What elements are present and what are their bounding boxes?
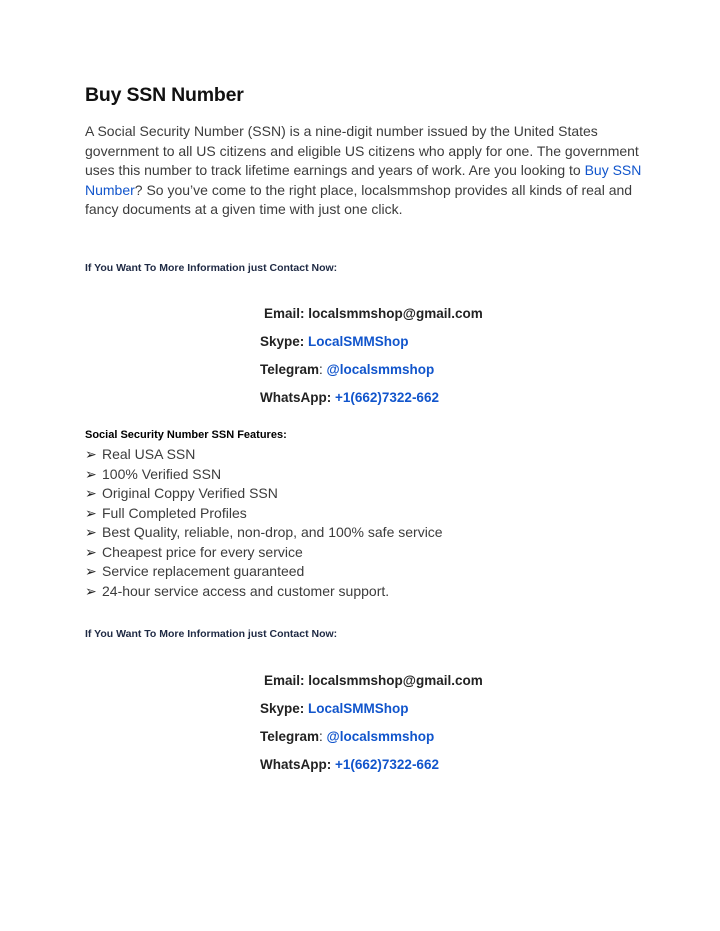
- list-item: [85, 523, 443, 543]
- list-item: [85, 582, 443, 602]
- arrow-bullet-icon: ➢: [85, 582, 97, 599]
- telegram-link[interactable]: @localsmmshop: [326, 362, 435, 377]
- telegram-line: [260, 729, 434, 744]
- arrow-bullet-icon: ➢: [85, 485, 97, 501]
- feature-text: 100% Verified SSN: [102, 465, 222, 482]
- feature-text: Best Quality, reliable, non-drop, and 100% safe service: [102, 524, 443, 540]
- telegram-label: Telegram: [260, 729, 320, 744]
- page-title: Buy SSN Number: [85, 84, 244, 106]
- whatsapp-link[interactable]: +1(662)7322-662: [335, 390, 439, 405]
- telegram-separator: :: [319, 729, 327, 744]
- list-item: [85, 445, 443, 465]
- arrow-bullet-icon: ➢: [85, 446, 97, 462]
- arrow-bullet-icon: ➢: [85, 465, 97, 482]
- skype-label: Skype:: [260, 334, 309, 349]
- email-line: [264, 306, 483, 321]
- arrow-bullet-icon: ➢: [85, 563, 97, 579]
- features-heading: Social Security Number SSN Features:: [85, 429, 287, 441]
- feature-text: Full Completed Profiles: [102, 504, 247, 521]
- arrow-bullet-icon: ➢: [85, 543, 97, 560]
- list-item: [85, 543, 443, 563]
- feature-text: Original Coppy Verified SSN: [102, 485, 278, 501]
- telegram-link[interactable]: @localsmmshop: [326, 729, 435, 744]
- skype-link[interactable]: LocalSMMShop: [308, 334, 409, 349]
- intro-text-start: A Social Security Number (SSN) is a nine-digit number issued by the United States government to all US citizens and eligible US citizens who apply for one. The government uses this number to track lifetime earnings and years of work. Are you looking to: [85, 123, 639, 178]
- whatsapp-label: WhatsApp:: [260, 390, 335, 405]
- email-line: [264, 673, 483, 688]
- contact-heading: If You Want To More Information just Contact Now:: [85, 262, 338, 274]
- contact-heading: If You Want To More Information just Contact Now:: [85, 628, 338, 640]
- feature-text: Service replacement guaranteed: [102, 563, 305, 579]
- intro-text-end: ? So you’ve come to the right place, localsmmshop provides all kinds of real and fancy documents at a given time with just one click.: [85, 181, 633, 217]
- skype-label: Skype:: [260, 701, 309, 716]
- list-item: [85, 504, 443, 524]
- telegram-line: [260, 362, 434, 377]
- whatsapp-line: [260, 757, 439, 772]
- list-item: [85, 484, 443, 504]
- features-list: [85, 445, 443, 601]
- intro-paragraph: [85, 122, 645, 220]
- email-value: localsmmshop@gmail.com: [308, 306, 483, 321]
- telegram-separator: :: [319, 362, 327, 377]
- feature-text: Cheapest price for every service: [102, 543, 303, 560]
- email-value: localsmmshop@gmail.com: [308, 673, 483, 688]
- whatsapp-link[interactable]: +1(662)7322-662: [335, 757, 439, 772]
- list-item: [85, 562, 443, 582]
- email-label: Email:: [264, 306, 309, 321]
- skype-link[interactable]: LocalSMMShop: [308, 701, 409, 716]
- whatsapp-line: [260, 390, 439, 405]
- skype-line: [260, 334, 409, 349]
- buy-ssn-link[interactable]: Buy SSN Number: [85, 162, 642, 198]
- arrow-bullet-icon: ➢: [85, 524, 97, 540]
- arrow-bullet-icon: ➢: [85, 504, 97, 521]
- list-item: [85, 465, 443, 485]
- feature-text: 24-hour service access and customer support.: [102, 582, 390, 599]
- skype-line: [260, 701, 409, 716]
- feature-text: Real USA SSN: [102, 446, 196, 462]
- telegram-label: Telegram: [260, 362, 320, 377]
- whatsapp-label: WhatsApp:: [260, 757, 335, 772]
- email-label: Email:: [264, 673, 309, 688]
